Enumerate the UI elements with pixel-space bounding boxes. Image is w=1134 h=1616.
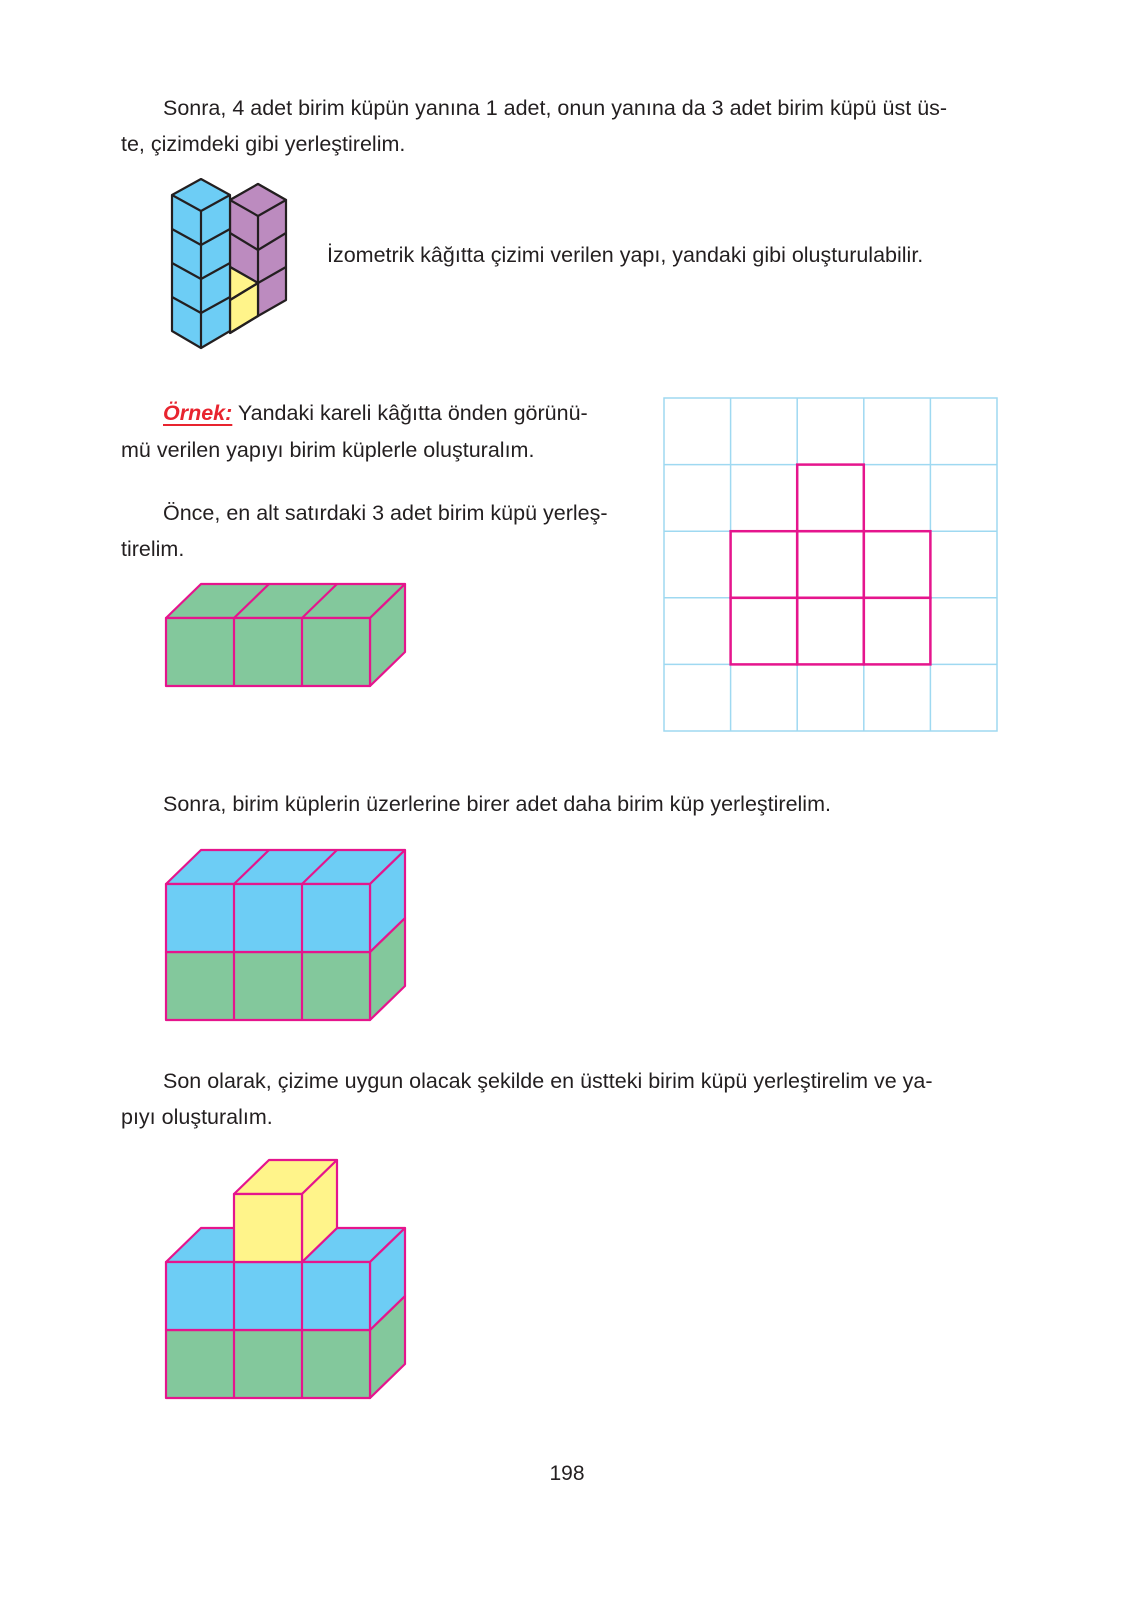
paragraph-1: Sonra, 4 adet birim küpün yanına 1 adet, onun yanına da 3 adet birim küpü üst üs- — [163, 96, 948, 120]
step3-final-structure — [160, 1156, 410, 1404]
paragraph-5: Sonra, birim küplerin üzerlerine birer adet daha birim küp yerleştirelim. — [163, 792, 831, 816]
front-view-grid — [663, 397, 999, 733]
step1-green-cubes — [160, 580, 410, 692]
isometric-cube-structure — [160, 178, 295, 353]
example-label: Örnek: — [163, 401, 233, 425]
paragraph-6: Son olarak, çizime uygun olacak şekilde en üstteki birim küpü yerleştirelim ve ya- — [163, 1069, 933, 1093]
paragraph-1-cont: te, çizimdeki gibi yerleştirelim. — [121, 132, 406, 156]
page-number: 198 — [549, 1462, 585, 1485]
example-paragraph — [163, 395, 588, 431]
example-text: Yandaki kareli kâğıtta önden görünü- — [232, 401, 588, 425]
paragraph-2: İzometrik kâğıtta çizimi verilen yapı, yandaki gibi oluşturulabilir. — [327, 243, 924, 267]
step2-two-layers — [160, 846, 410, 1026]
paragraph-4: Önce, en alt satırdaki 3 adet birim küpü yerleş- — [163, 501, 608, 525]
paragraph-6-cont: pıyı oluşturalım. — [121, 1105, 273, 1129]
example-paragraph-cont: mü verilen yapıyı birim küplerle oluşturalım. — [121, 438, 535, 462]
paragraph-4-cont: tirelim. — [121, 537, 185, 561]
